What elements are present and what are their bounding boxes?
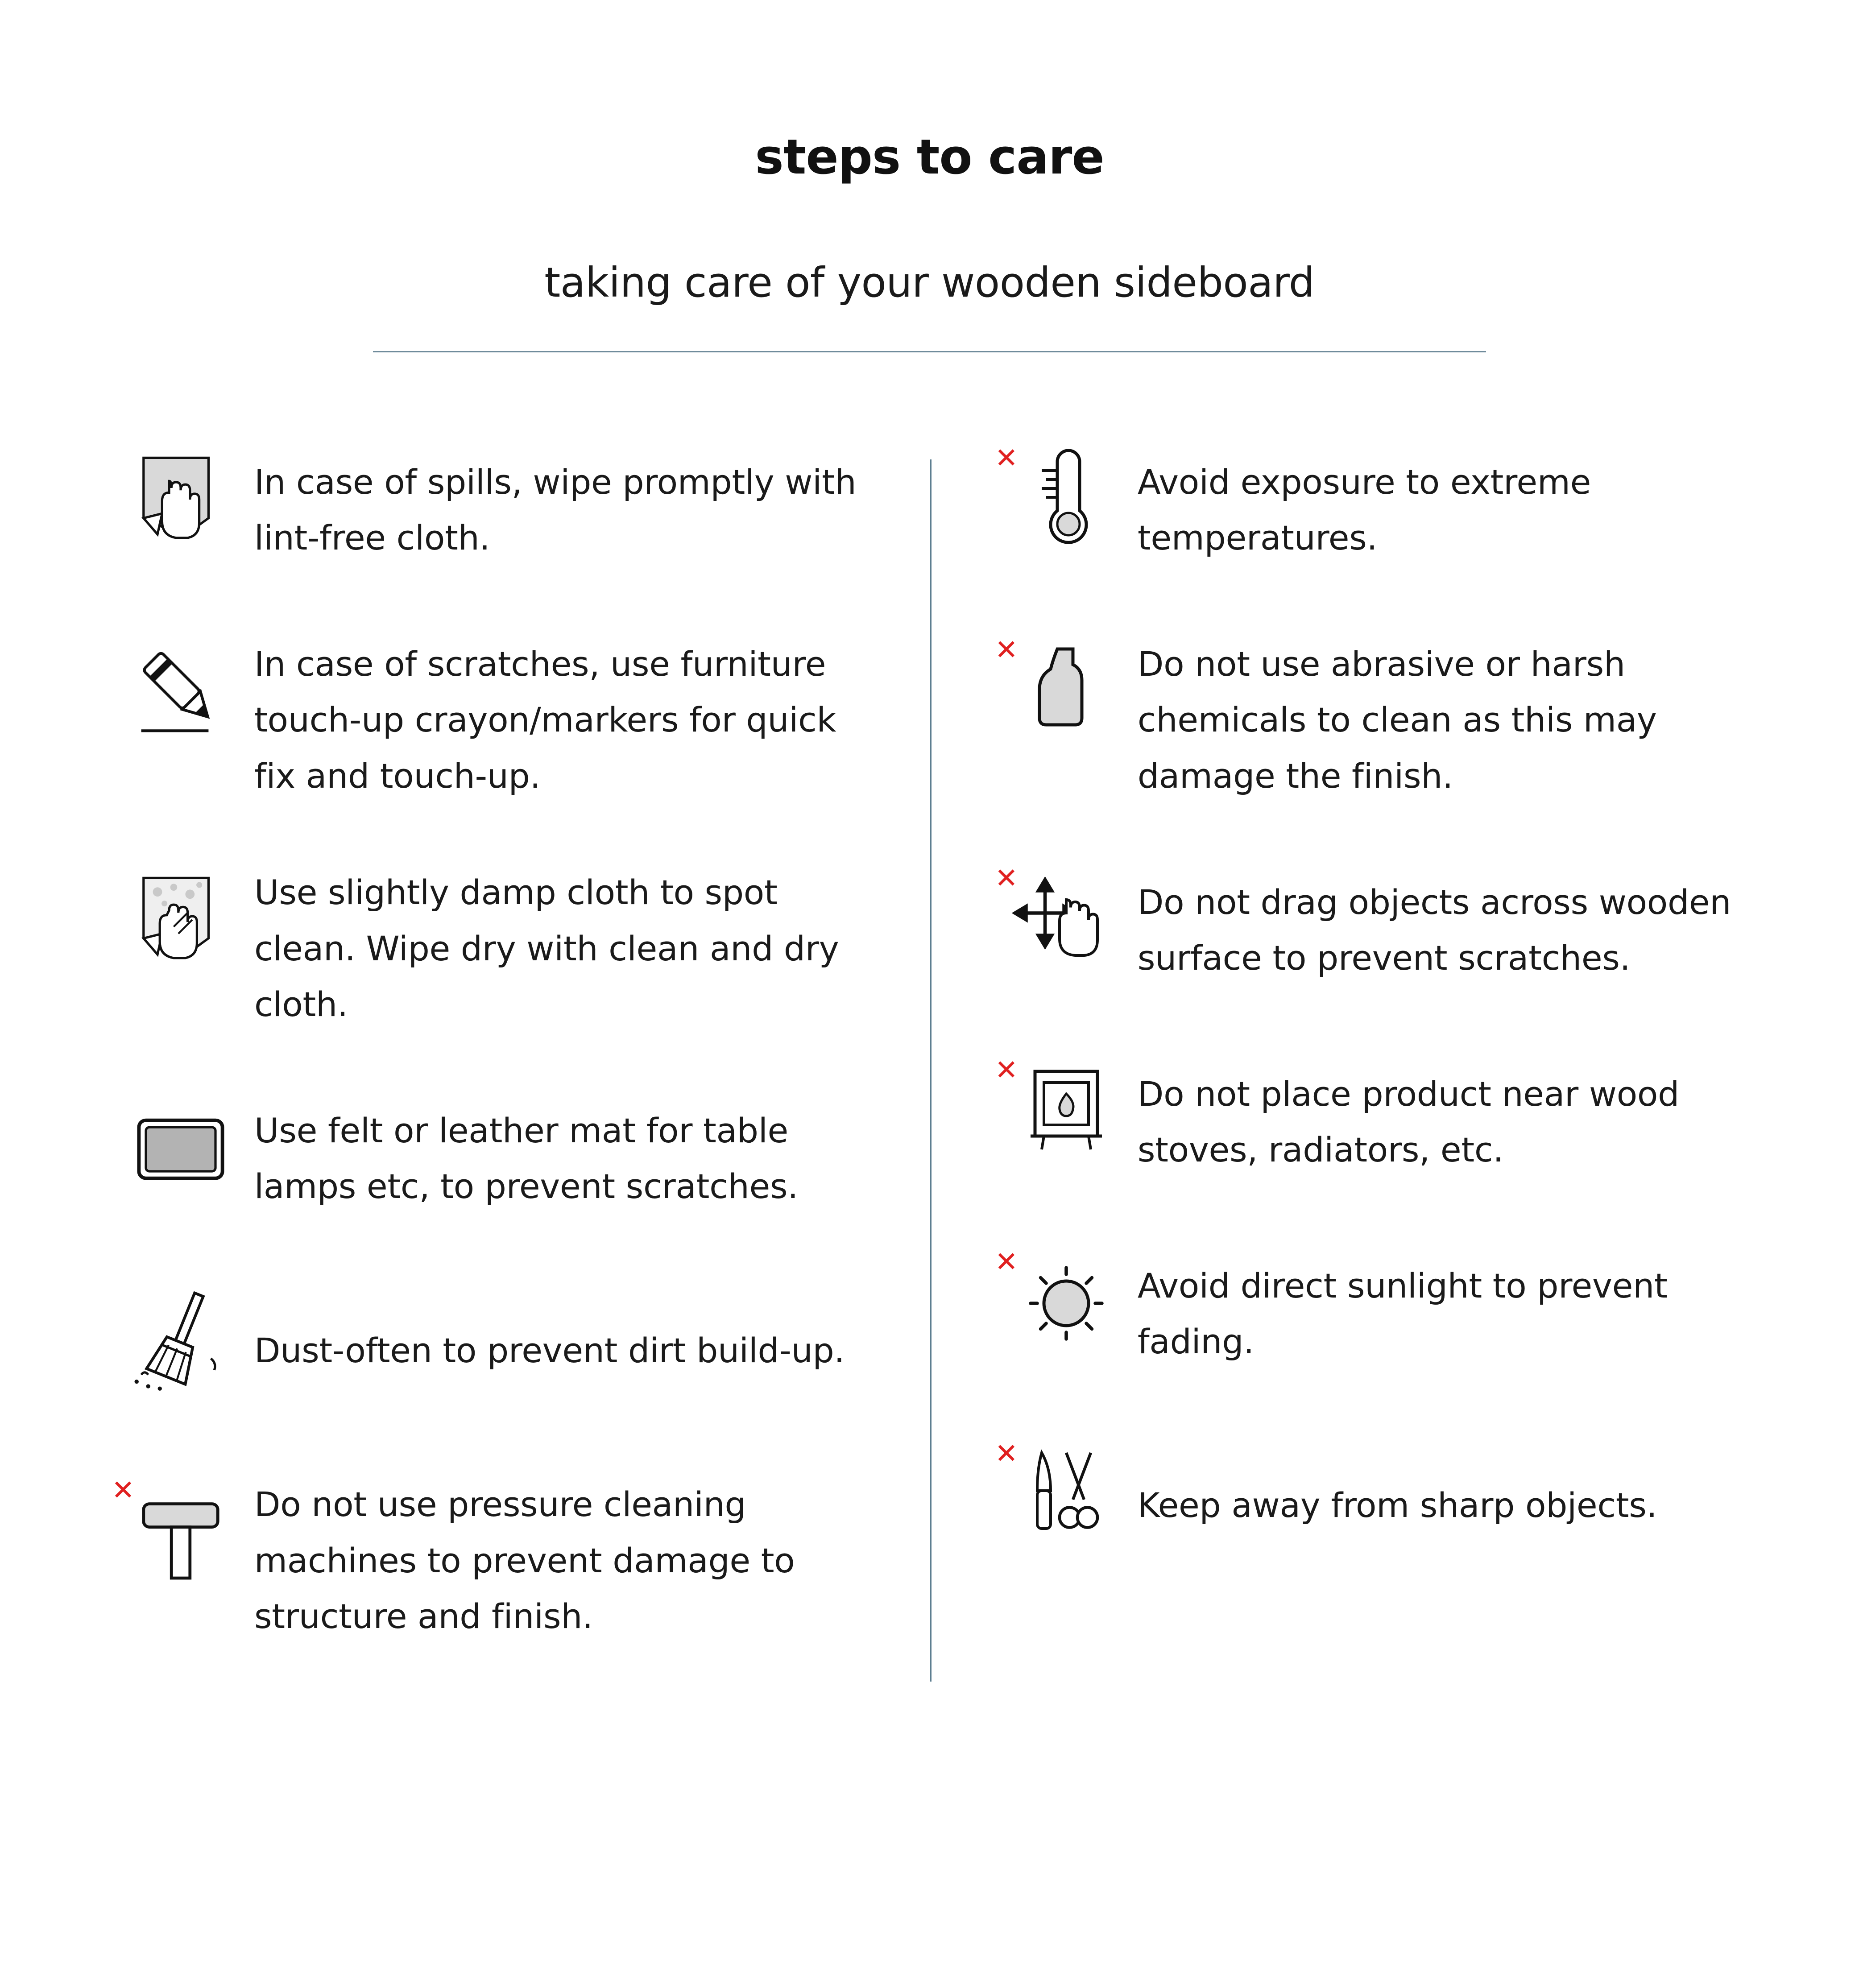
instructions-columns: [0, 442, 1859, 1703]
header-divider: [373, 351, 1486, 352]
list-item-text: Do not use pressure cleaning machines to prevent damage to structure and finish.: [254, 1484, 795, 1637]
list-item: [107, 1282, 894, 1416]
list-item: [990, 1437, 1756, 1571]
warning-x-icon: ✕: [994, 1054, 1018, 1087]
list-item: [107, 1090, 894, 1224]
warning-x-icon: ✕: [994, 1245, 1018, 1278]
warning-x-icon: ✕: [994, 442, 1018, 474]
warning-x-icon: ✕: [112, 1474, 135, 1507]
thermometer-icon: [990, 442, 1138, 553]
pressure-cleaner-icon: [107, 1474, 254, 1590]
touch-up-crayon-icon: [107, 633, 254, 749]
list-item: [990, 633, 1756, 804]
drag-hand-icon: [990, 862, 1138, 973]
list-item: [107, 1474, 894, 1644]
warning-x-icon: ✕: [994, 1437, 1018, 1470]
warning-x-icon: ✕: [994, 633, 1018, 666]
list-item: [107, 862, 894, 1032]
list-item-text: Keep away from sharp objects.: [1137, 1485, 1657, 1525]
list-item: [990, 442, 1756, 575]
cloth-wipe-hand-icon: [107, 442, 254, 558]
list-item: [990, 862, 1756, 996]
wood-stove-icon: [990, 1054, 1138, 1165]
list-item-text: In case of spills, wipe promptly with lint-free cloth.: [254, 462, 857, 558]
list-item-text: Dust-often to prevent dirt build-up.: [254, 1330, 845, 1370]
list-item: [990, 1245, 1756, 1379]
damp-cloth-hand-icon: [107, 862, 254, 978]
knife-scissors-icon: [990, 1437, 1138, 1549]
list-item-text: Use felt or leather mat for table lamps etc, to prevent scratches.: [254, 1110, 799, 1207]
list-item: [107, 633, 894, 804]
care-instructions-page: [0, 129, 1859, 1988]
list-item-text: In case of scratches, use furniture touch-up crayon/markers for quick fix and touch-up.: [254, 644, 836, 796]
warning-x-icon: ✕: [994, 862, 1018, 895]
broom-dusting-icon: [107, 1282, 254, 1398]
sun-icon: [990, 1245, 1138, 1357]
list-item-text: Use slightly damp cloth to spot clean. Wipe dry with clean and dry cloth.: [254, 872, 839, 1024]
page-title: steps to care: [755, 129, 1104, 185]
felt-mat-icon: [107, 1090, 254, 1206]
page-subtitle: taking care of your wooden sideboard: [544, 259, 1315, 306]
list-item-text: Do not drag objects across wooden surface to prevent scratches.: [1137, 882, 1731, 978]
list-item: [107, 442, 894, 575]
list-item-text: Avoid exposure to extreme temperatures.: [1137, 462, 1591, 558]
left-column: [107, 442, 894, 1703]
right-column: [990, 442, 1756, 1703]
column-divider: [930, 459, 932, 1682]
list-item: [990, 1054, 1756, 1187]
chemical-bottle-icon: [990, 633, 1138, 745]
list-item-text: Avoid direct sunlight to prevent fading.: [1137, 1265, 1668, 1362]
list-item-text: Do not place product near wood stoves, radiators, etc.: [1137, 1074, 1680, 1170]
list-item-text: Do not use abrasive or harsh chemicals to clean as this may damage the finish.: [1137, 644, 1657, 796]
